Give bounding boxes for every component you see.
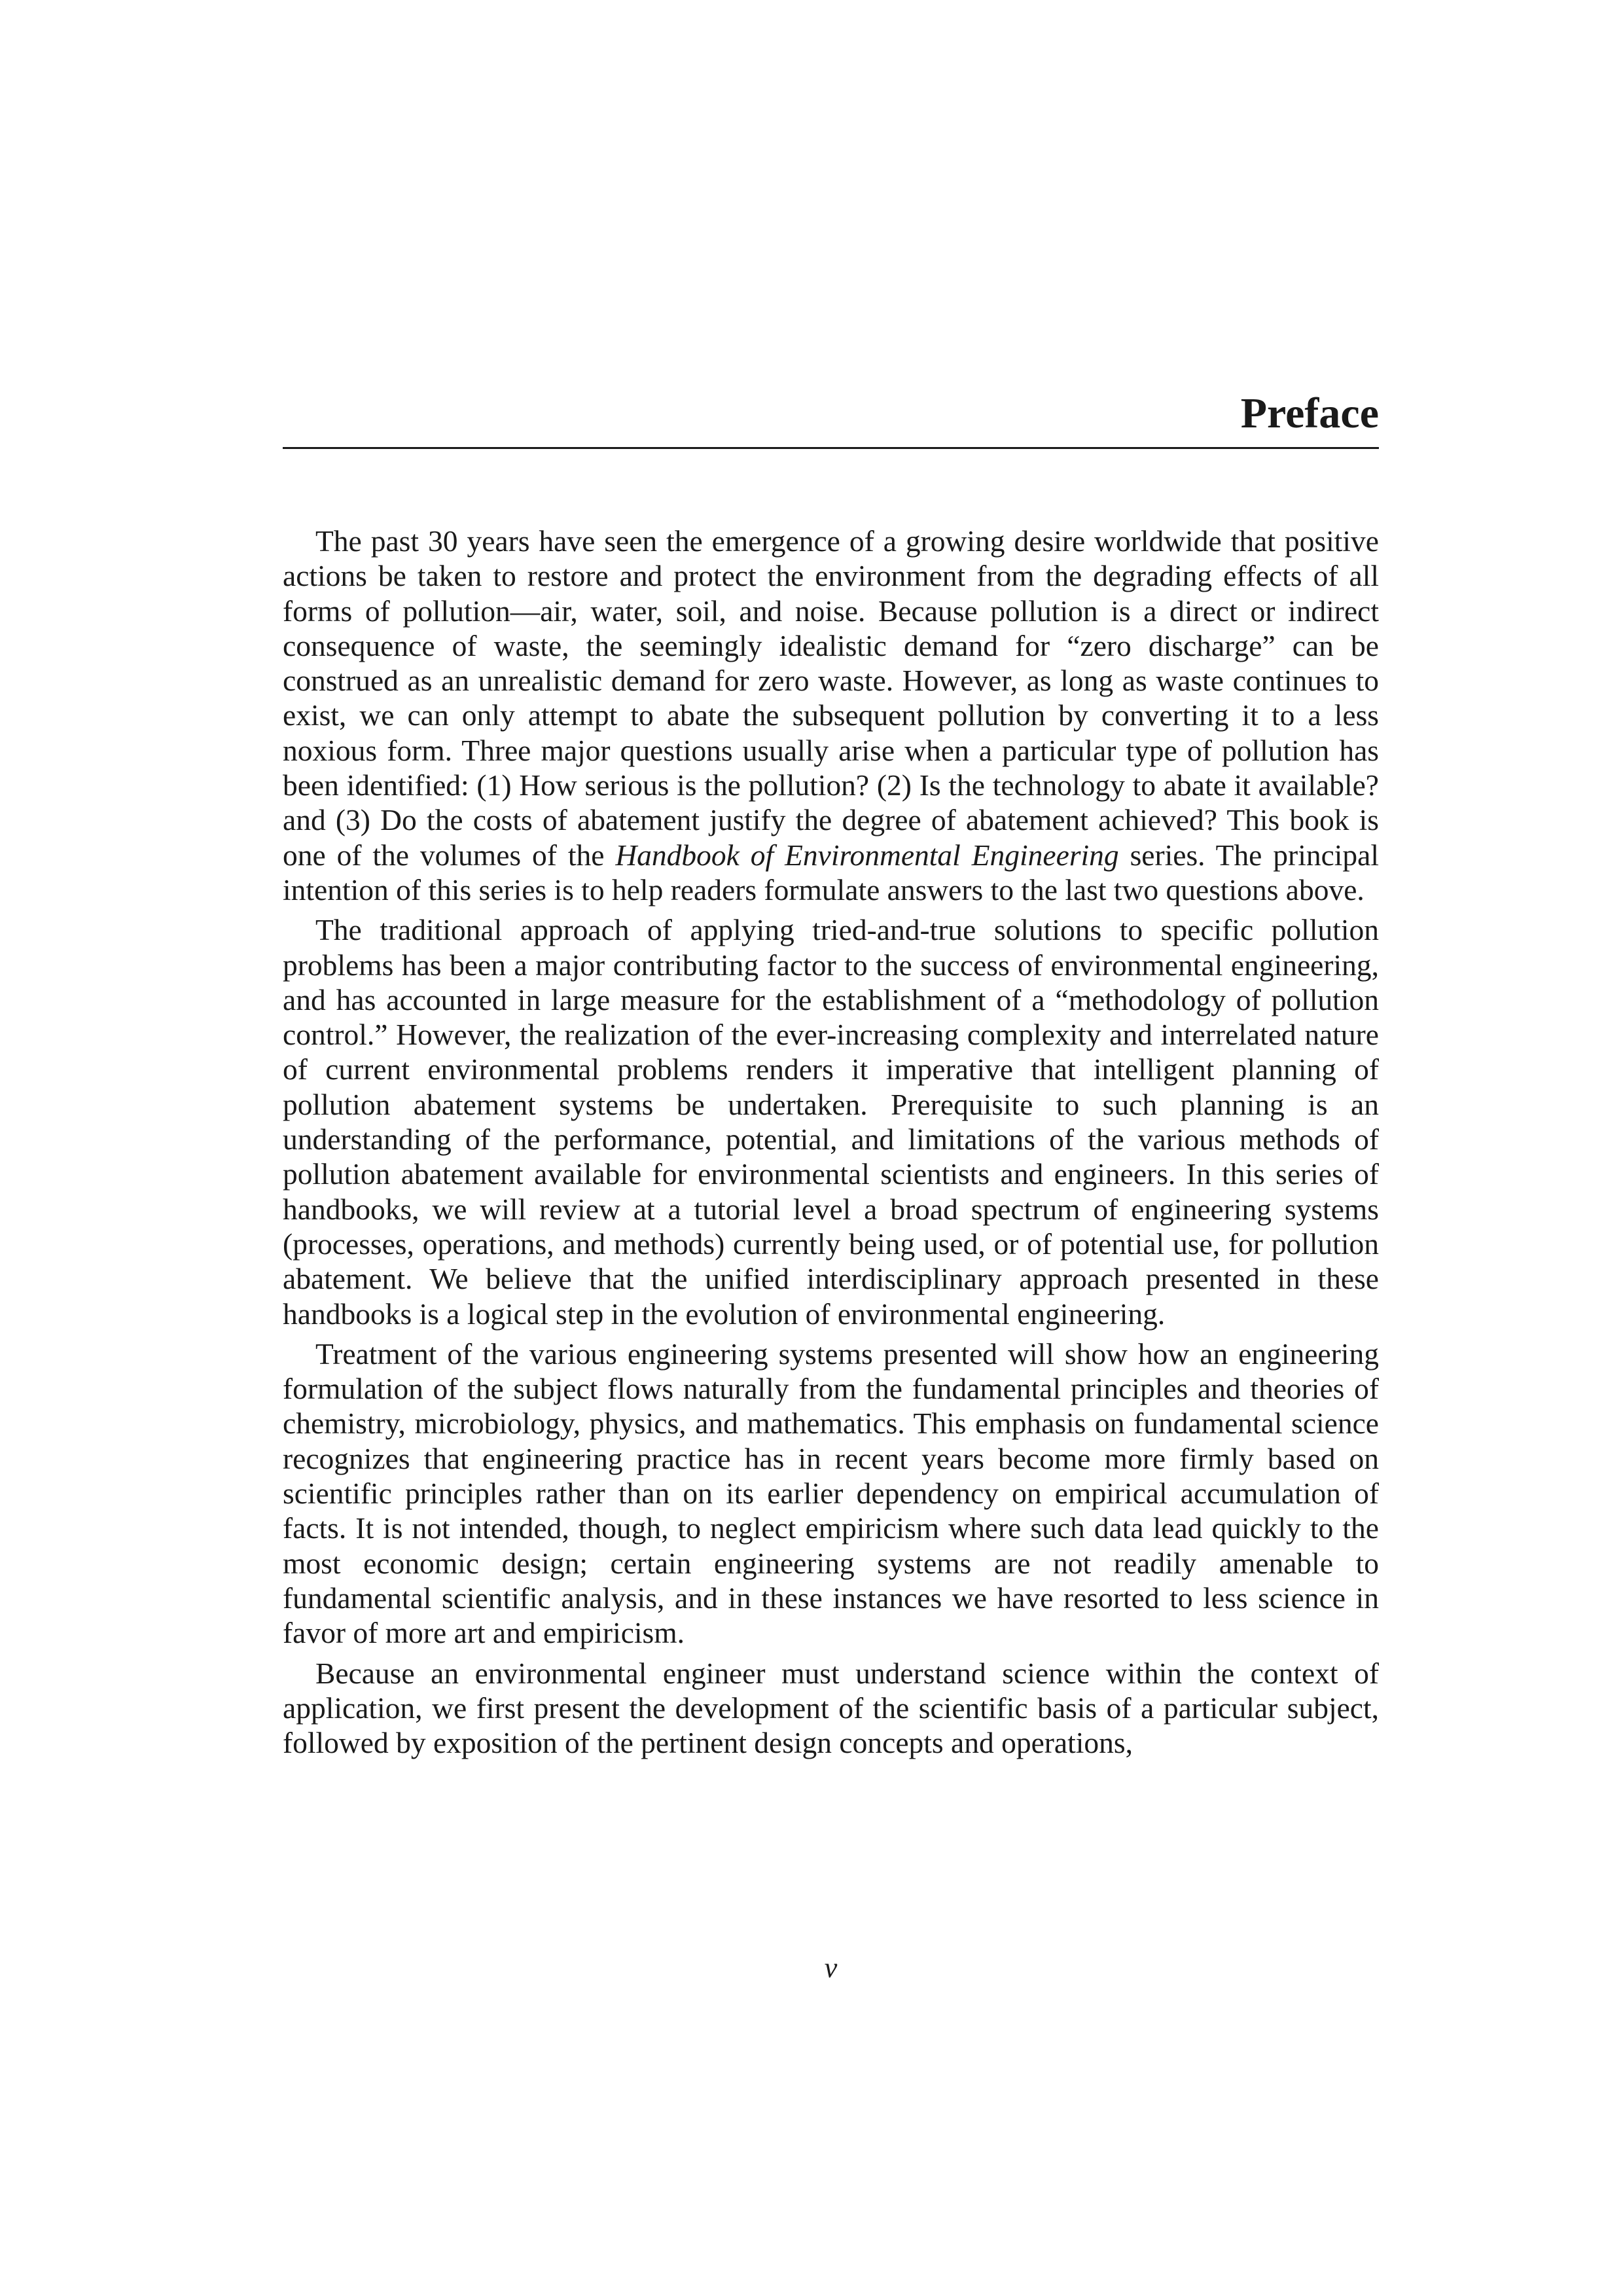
body-text [283, 524, 1379, 1760]
page-title: Preface [1240, 389, 1379, 437]
paragraph [283, 912, 1379, 1331]
series-title: Handbook of Environmental Engineering [615, 838, 1119, 872]
paragraph-text: The past 30 years have seen the emergence of a growing desire worldwide that positive actions be taken to restore and protect the environment from the degrading effects of all forms of pollution—air, water, soil, and noise. Because pollution is a direct or indirect consequence of waste, the seemingly idealistic demand for “zero discharge” can be construed as an unrealistic demand for zero waste. However, as long as waste continues to exist, we can only attempt to abate the subsequent pollution by converting it to a less noxious form. Three major questions usually arise when a particular type of pollution has been identified: (1) How serious is the pollution? (2) Is the technology to abate it available? and (3) Do the costs of abatement justify the degree of abatement achieved? This book is one of the volumes of the [283, 524, 1379, 872]
paragraph [283, 1656, 1379, 1761]
paragraph-text: The traditional approach of applying tried-and-true solutions to specific pollution problems has been a major contributing factor to the success of environmental engineering, and has accounted in large measure for the establishment of a “methodology of pollution control.” However, the realization of the ever-increasing complexity and interrelated nature of current environmental problems renders it imperative that intelligent planning of pollution abatement systems be undertaken. Prerequisite to such planning is an understanding of the performance, potential, and limitations of the various methods of pollution abatement available for environmental scientists and engineers. In this series of handbooks, we will review at a tutorial level a broad spectrum of engineering systems (processes, operations, and methods) currently being used, or of potential use, for pollution abatement. We believe that the unified interdisciplinary approach presented in these handbooks is a logical step in the evolution of environmental engineering. [283, 913, 1379, 1331]
title-rule [283, 447, 1379, 449]
paragraph [283, 1336, 1379, 1651]
page-number: v [824, 1952, 838, 1984]
paragraph-text: Because an environmental engineer must understand science within the context of application, we first present the development of the scientific basis of a particular subject, followed by exposition of the pertinent design concepts and operations, [283, 1656, 1379, 1760]
paragraph-text: series. The principal intention of this series is to help readers formulate answers to the last two questions above. [283, 838, 1380, 906]
paragraph-text: Treatment of the various engineering systems presented will show how an engineering formulation of the subject flows naturally from the fundamental principles and theories of chemistry, microbiology, physics, and mathematics. This emphasis on fundamental science recognizes that engineering practice has in recent years become more firmly based on scientific principles rather than on its earlier dependency on empirical accumulation of facts. It is not intended, though, to neglect empiricism where such data lead quickly to the most economic design; certain engineering systems are not readily amenable to fundamental scientific analysis, and in these instances we have resorted to less science in favor of more art and empiricism. [283, 1336, 1379, 1650]
paragraph [283, 524, 1379, 907]
